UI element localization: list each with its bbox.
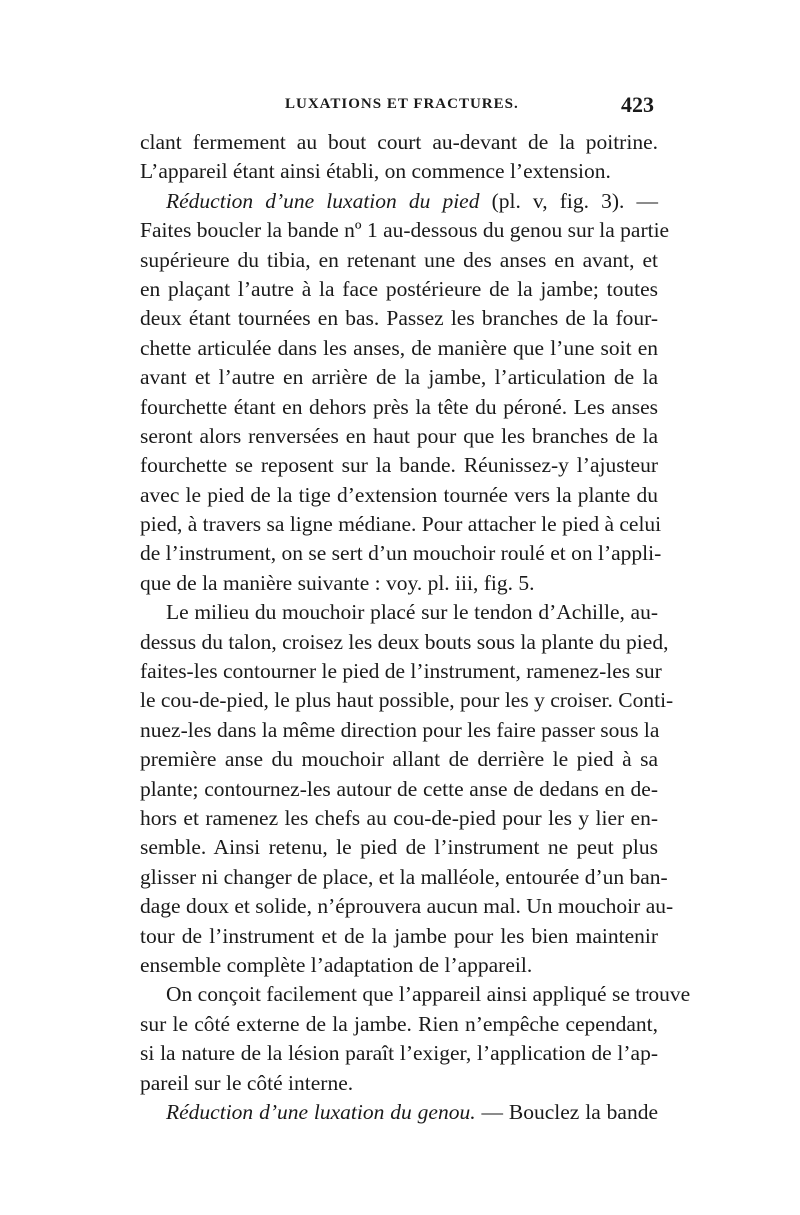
italic-heading: Réduction d’une luxation du pied [166, 188, 480, 213]
text-line [140, 980, 691, 1009]
line-text: de l’instrument, on se sert d’un mouchoir roulé et on l’appli- [140, 541, 662, 566]
text-line [140, 775, 658, 804]
page-header [140, 92, 656, 122]
line-text: chette articulée dans les anses, de manière que l’une soit en [140, 335, 658, 360]
text-line [140, 628, 669, 657]
text-line [140, 481, 658, 510]
line-text: faites-les contourner le pied de l’instrument, ramenez-les sur [140, 659, 662, 684]
text-line [140, 863, 668, 892]
line-text: Faites boucler la bande nº 1 au-dessous du genou sur la partie [140, 218, 670, 243]
line-text: fourchette se reposent sur la bande. Réunissez-y l’ajusteur [140, 453, 658, 478]
text-line [140, 363, 658, 392]
line-text: L’appareil étant ainsi établi, on commence l’extension. [140, 159, 611, 184]
text-line [140, 892, 674, 921]
line-text: deux étant tournées en bas. Passez les branches de la four- [140, 306, 658, 331]
body-text [140, 128, 691, 1127]
line-text: dessus du talon, croisez les deux bouts sous la plante du pied, [140, 629, 669, 654]
line-text: avec le pied de la tige d’extension tournée vers la plante du [140, 482, 658, 507]
page-number: 423 [621, 92, 654, 117]
line-text: si la nature de la lésion paraît l’exiger, l’application de l’ap- [140, 1041, 658, 1066]
line-text: en plaçant l’autre à la face postérieure de la jambe; toutes [140, 276, 658, 301]
text-line [140, 922, 658, 951]
text-line [140, 1039, 658, 1068]
text-line [140, 393, 658, 422]
text-line [140, 304, 658, 333]
text-line [140, 187, 658, 216]
text-line [140, 422, 658, 451]
line-text: fourchette étant en dehors près la tête du péroné. Les anses [140, 394, 658, 419]
line-text: ensemble complète l’adaptation de l’appareil. [140, 952, 533, 977]
text-line [140, 804, 658, 833]
text-line [140, 598, 658, 627]
text-line [140, 157, 658, 186]
text-line [140, 216, 670, 245]
text-line [140, 246, 658, 275]
text-line [140, 951, 658, 980]
line-text: — Bouclez la bande [475, 1099, 659, 1124]
text-line [140, 510, 662, 539]
text-line [140, 334, 658, 363]
text-line [140, 128, 658, 157]
line-text: semble. Ainsi retenu, le pied de l’instrument ne peut plus [140, 835, 658, 860]
text-line [140, 745, 658, 774]
text-line [140, 833, 658, 862]
line-text: pied, à travers sa ligne médiane. Pour attacher le pied à celui [140, 512, 662, 537]
line-text: le cou-de-pied, le plus haut possible, pour les y croiser. Conti- [140, 688, 674, 713]
text-line [140, 716, 658, 745]
line-text: clant fermement au bout court au-devant de la poitrine. [140, 130, 658, 154]
line-text: pareil sur le côté interne. [140, 1070, 354, 1095]
line-text: supérieure du tibia, en retenant une des anses en avant, et [140, 247, 658, 272]
line-text: hors et ramenez les chefs au cou-de-pied pour les y lier en- [140, 805, 658, 830]
text-line [140, 686, 674, 715]
text-line [140, 451, 658, 480]
line-text: (pl. v, fig. 3). — [479, 188, 658, 213]
line-text: plante; contournez-les autour de cette anse de dedans en de- [140, 776, 658, 801]
italic-heading: Réduction d’une luxation du genou. [166, 1099, 476, 1124]
line-text: que de la manière suivante : voy. pl. iii, fig. 5. [140, 570, 535, 595]
running-title: LUXATIONS ET FRACTURES. [285, 96, 519, 112]
line-text: seront alors renversées en haut pour que les branches de la [140, 423, 658, 448]
text-line [140, 1010, 658, 1039]
text-line [140, 657, 662, 686]
text-line [140, 275, 658, 304]
line-text: sur le côté externe de la jambe. Rien n’empêche cependant, [140, 1011, 658, 1036]
line-text: glisser ni changer de place, et la malléole, entourée d’un ban- [140, 864, 668, 889]
text-line [140, 1098, 658, 1127]
line-text: avant et l’autre en arrière de la jambe, l’articulation de la [140, 365, 658, 390]
text-line [140, 539, 662, 568]
line-text: première anse du mouchoir allant de derrière le pied à sa [140, 747, 658, 772]
line-text: nuez-les dans la même direction pour les faire passer sous la [140, 717, 660, 742]
text-line [140, 1069, 658, 1098]
line-text: On conçoit facilement que l’appareil ainsi appliqué se trouve [166, 982, 691, 1007]
text-line [140, 569, 658, 598]
line-text: tour de l’instrument et de la jambe pour les bien maintenir [140, 923, 658, 948]
line-text: dage doux et solide, n’éprouvera aucun mal. Un mouchoir au- [140, 894, 674, 919]
line-text: Le milieu du mouchoir placé sur le tendon d’Achille, au- [166, 600, 658, 625]
